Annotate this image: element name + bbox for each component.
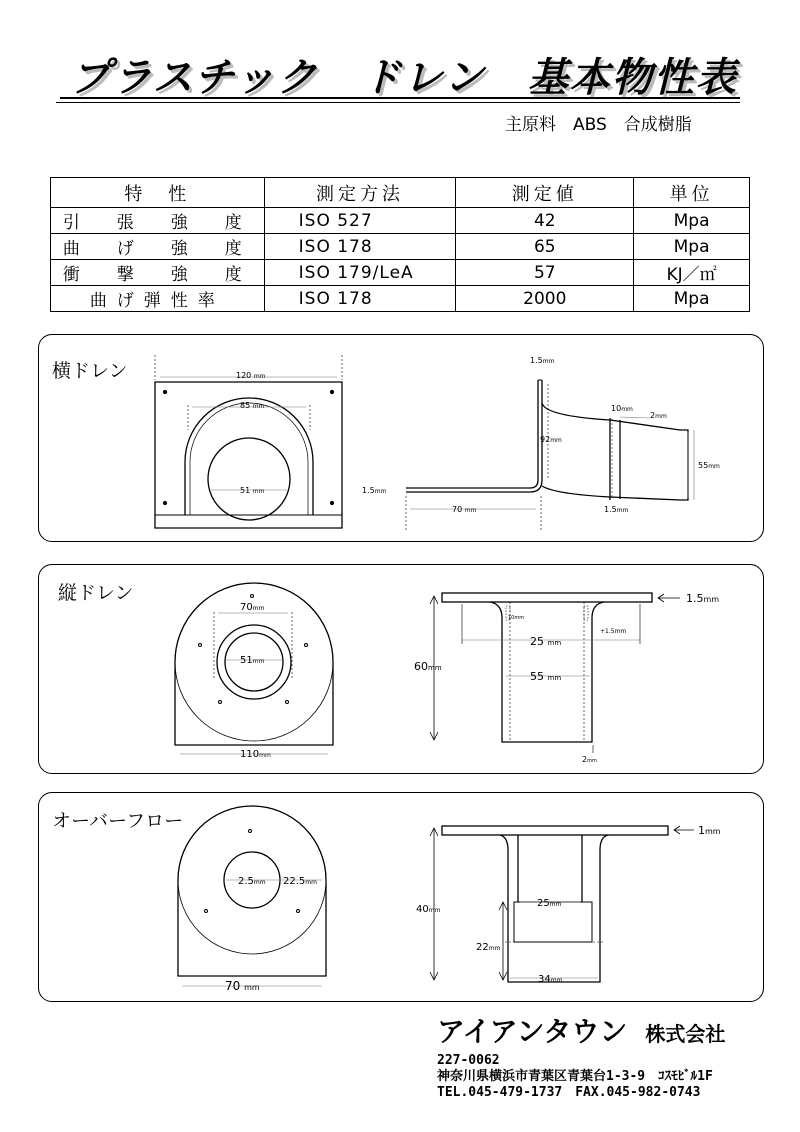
cell-unit: Mpa bbox=[634, 234, 750, 260]
column-header: 単位 bbox=[634, 178, 750, 208]
dim-1-5-left: 1.5mm bbox=[362, 486, 387, 495]
dim-51: 51mm bbox=[240, 655, 265, 666]
dim-22-5: 22.5mm bbox=[283, 876, 317, 887]
company-name-main: アイアンタウン bbox=[437, 1015, 628, 1048]
dim-120: 120 mm bbox=[236, 371, 266, 380]
cell-method: ISO 178 bbox=[264, 234, 456, 260]
dim-10: 10mm bbox=[508, 615, 525, 621]
dim-1-5-bottom: 1.5mm bbox=[604, 505, 629, 514]
cell-unit: KJ／㎡ bbox=[634, 260, 750, 286]
phone-fax: TEL.045-479-1737 FAX.045-982-0743 bbox=[437, 1085, 701, 1100]
dim-51: 51 mm bbox=[240, 486, 265, 495]
dim-34: 34mm bbox=[538, 974, 563, 985]
dim-70: 70 mm bbox=[452, 505, 477, 514]
cell-value: 42 bbox=[456, 208, 634, 234]
cell-value: 57 bbox=[456, 260, 634, 286]
company-suffix: 株式会社 bbox=[645, 1022, 726, 1046]
dim-60: 60mm bbox=[414, 660, 442, 673]
overflow-section-view bbox=[430, 826, 694, 982]
dim-1-5-side: +1.5mm bbox=[600, 628, 627, 635]
company-name bbox=[437, 1010, 725, 1050]
title-part: 基本物性表 bbox=[527, 54, 738, 101]
cell-unit: Mpa bbox=[634, 286, 750, 312]
cell-method: ISO 527 bbox=[264, 208, 456, 234]
cell-value: 2000 bbox=[456, 286, 634, 312]
dim-1-5-top: 1.5mm bbox=[530, 356, 555, 365]
cell-property: 曲げ弾性率 bbox=[51, 286, 265, 312]
title-part: プラスチック bbox=[70, 54, 319, 101]
material-note: 主原料 ABS 合成樹脂 bbox=[505, 115, 692, 135]
dim-25: 25mm bbox=[537, 898, 562, 909]
dim-1-5: 1.5mm bbox=[686, 592, 720, 605]
zip-code: 227-0062 bbox=[437, 1053, 500, 1068]
panel-label: オーバーフロー bbox=[52, 810, 184, 832]
cell-property: 曲 げ 強 度 bbox=[51, 234, 265, 260]
dim-70: 70mm bbox=[240, 602, 265, 613]
street-address: 神奈川県横浜市青葉区青葉台1-3-9 ｺｽﾓﾋﾞﾙ1F bbox=[437, 1069, 713, 1084]
cell-value: 65 bbox=[456, 234, 634, 260]
dim-2-5: 2.5mm bbox=[238, 876, 266, 887]
column-header: 測定方法 bbox=[264, 178, 456, 208]
cell-method: ISO 178 bbox=[264, 286, 456, 312]
cell-method: ISO 179/LeA bbox=[264, 260, 456, 286]
title-part: ドレン bbox=[360, 54, 486, 101]
dim-22: 22mm bbox=[476, 942, 501, 953]
dim-25: 25 mm bbox=[530, 635, 562, 648]
dim-92: 92mm bbox=[540, 435, 562, 444]
overflow-plan-view bbox=[178, 806, 326, 986]
column-header: 測定値 bbox=[456, 178, 634, 208]
cell-property: 引 張 強 度 bbox=[51, 208, 265, 234]
panel-label: 縦ドレン bbox=[58, 582, 134, 604]
dim-2: 2mm bbox=[582, 755, 597, 764]
dim-40: 40mm bbox=[416, 904, 441, 915]
dim-10: 10mm bbox=[611, 404, 633, 413]
dim-55: 55mm bbox=[698, 461, 720, 470]
cell-unit: Mpa bbox=[634, 208, 750, 234]
dim-55: 55 mm bbox=[530, 670, 562, 683]
dim-70: 70 mm bbox=[225, 979, 260, 993]
dim-85: 85 mm bbox=[240, 401, 265, 410]
column-header: 特 性 bbox=[51, 178, 265, 208]
panel-label: 横ドレン bbox=[52, 360, 128, 382]
dim-2: 2mm bbox=[650, 411, 667, 420]
cell-property: 衝 撃 強 度 bbox=[51, 260, 265, 286]
dim-110: 110mm bbox=[240, 749, 271, 760]
dim-1: 1mm bbox=[698, 824, 721, 837]
company-address bbox=[437, 1053, 713, 1101]
